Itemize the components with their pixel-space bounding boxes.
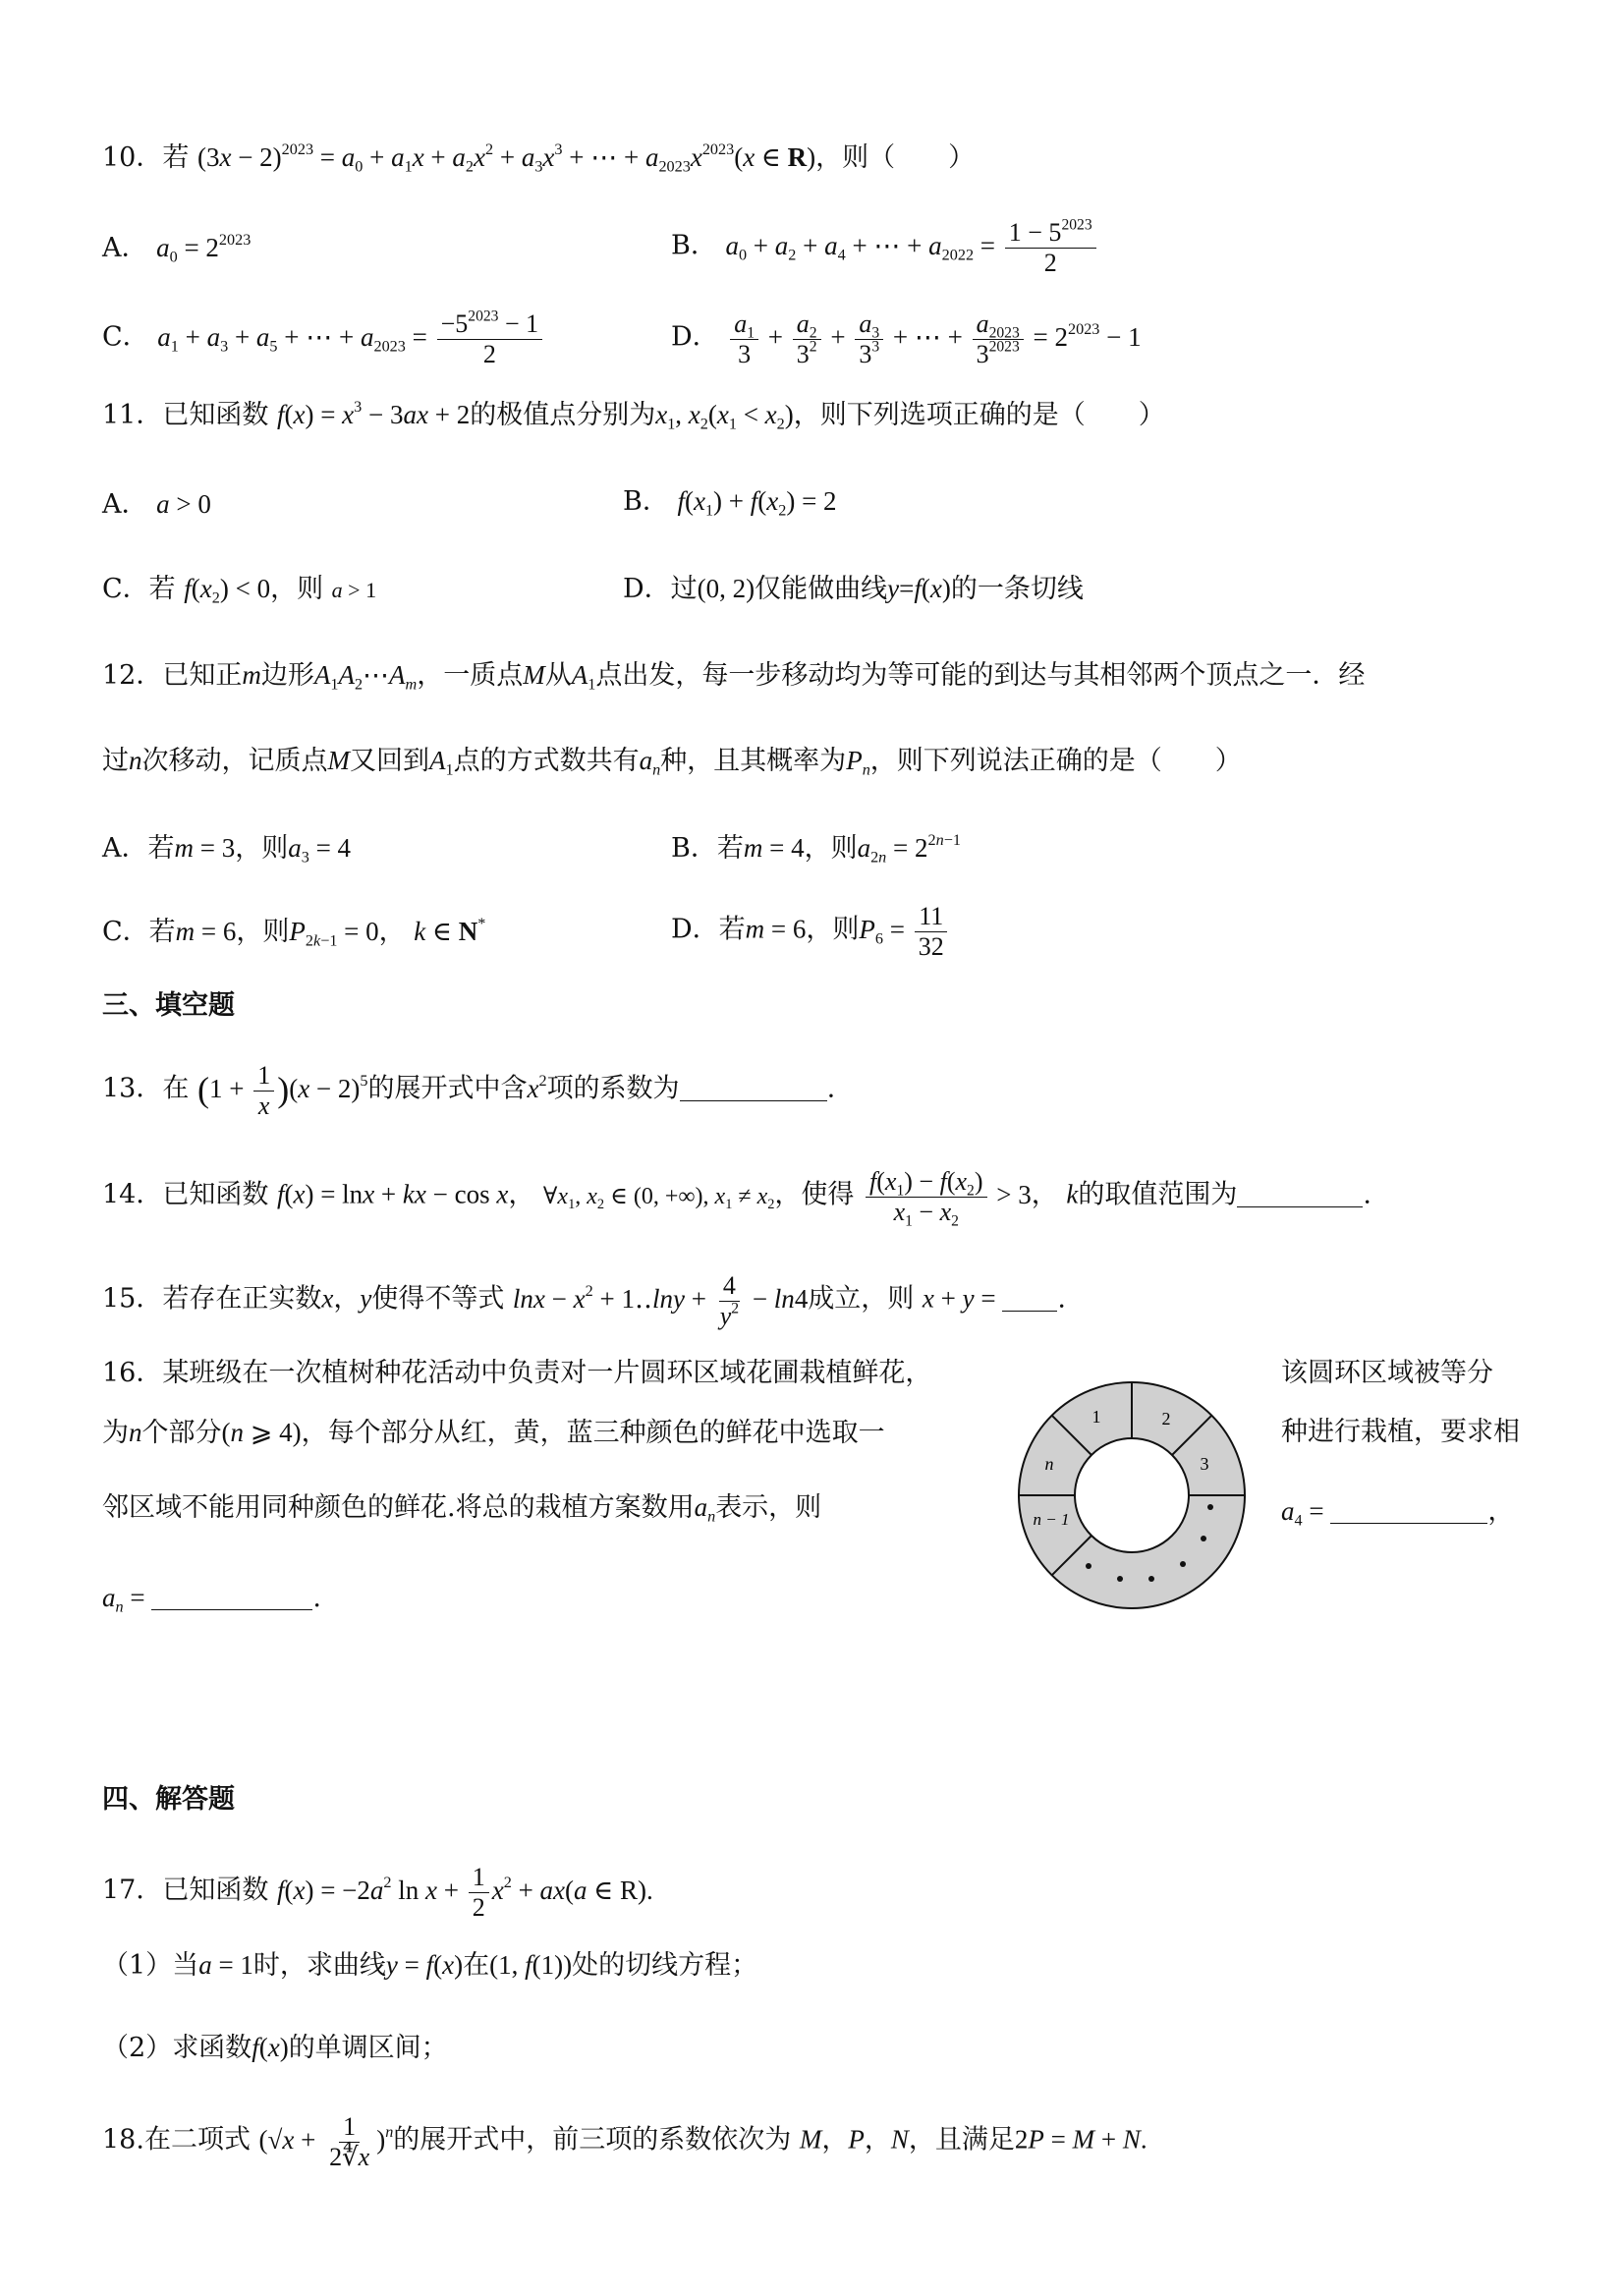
q13: 13．在 (1 + $\frac{1}{x}$ )$(x - 2)^5$的展开式中含$x^2$项的系数为 . (102, 1061, 836, 1120)
q16-line1-right: 该圆环区域被等分 (1281, 1358, 1493, 1388)
q12-stem-line2: 过n次移动，记质点M又回到$A_1$点的方式数共有$a_n$种，且其概率为$P_n$，则下列说法正确的是（ ） (102, 746, 1242, 779)
section-heading-fill-in: 三、填空题 (102, 990, 235, 1021)
q16-an-blank: $a_n$ = . (102, 1583, 321, 1616)
q10-option-d: D． $\frac{a_1}{3}$ + $\frac{a_2}{3^2}$ + $\frac{a_3}{3^3}$ + ⋯ + $\frac{a_{2023}}{3^{2023}}$ = $2^{2023} - 1$ (671, 309, 1142, 368)
q17-part2: （2）求函数f(x)的单调区间； (102, 2033, 448, 2063)
q16-line3: 邻区域不能用同种颜色的鲜花.将总的栽植方案数用$a_n$表示，则 (102, 1492, 822, 1526)
q10-option-b: B． $a_0 + a_2 + a_4$ + ⋯ + $a_{2022}$ = $\frac{1 - 5^{2023}}{2}$ (671, 218, 1099, 278)
sector-label-n: n (1044, 1454, 1054, 1474)
q17-stem: 17．已知函数 $f(x) = -2a^2$ ln x + $\frac{1}{2}$ $x^2 + ax(a$ ∈ R). (102, 1863, 653, 1922)
q10-option-c: C． $a_1 + a_3 + a_5$ + ⋯ + $a_{2023}$ = $\frac{-5^{2023} - 1}{2}$ (102, 309, 545, 369)
q14: 14．已知函数 f(x) = lnx + kx − cos x， $\forall x_1$, $x_2$ ∈ (0, +∞), $x_1 \ne x_2$，使得 $\frac{f(x_1) - f(x_2)}{x_1 - x_2}$ > 3， k的取值范围为 . (102, 1167, 1371, 1230)
q16-line2: 为n个部分(n ⩾ 4)，每个部分从红，黄，蓝三种颜色的鲜花中选取一 (102, 1418, 885, 1448)
sector-label-3: 3 (1200, 1454, 1209, 1474)
q10-stem: 10．若 $(3x - 2)^{2023} = a_0 + a_1x + a_2x^2 + a_3x^3$ + ⋯ + $a_{2023}x^{2023}(x$ ∈ R)，则（ ） (102, 140, 976, 176)
q12-option-a: A．若m = 3，则$a_3 = 4$ (102, 833, 352, 867)
q11-option-a: A． a > 0 (102, 489, 211, 520)
q12-option-d: D．若m = 6，则$P_6$ = $\frac{11}{32}$ (671, 902, 951, 962)
q11-option-c: C．若 $f(x_2) < 0$，则 a > 1 (102, 574, 377, 607)
q13-answer-blank[interactable] (680, 1073, 827, 1101)
q16-an-answer-blank[interactable] (151, 1582, 312, 1610)
q10-option-a: A． $a_0 = 2^{2023}$ (102, 230, 252, 266)
q15-answer-blank[interactable] (1002, 1283, 1057, 1312)
q12-option-b: B．若m = 4，则$a_{2n} = 2^{2n-1}$ (671, 830, 961, 867)
q12-stem-line1: 12．已知正m边形$A_1A_2\cdots A_m$，一质点M从$A_1$点出发，每一步移动均为等可能的到达与其相邻两个顶点之一．经 (102, 660, 1366, 694)
q11-option-d: D．过(0, 2)仅能做曲线y=f(x)的一条切线 (623, 574, 1084, 604)
sector-label-2: 2 (1161, 1409, 1171, 1428)
q16-line2-right: 种进行栽植，要求相 (1281, 1417, 1520, 1447)
q16-line1: 16．某班级在一次植树种花活动中负责对一片圆环区域花圃栽植鲜花， (102, 1358, 932, 1388)
q14-answer-blank[interactable] (1237, 1179, 1363, 1207)
q18-stem: 18.在二项式 (√x + $\frac{1}{2∜x}$ )$^n$的展开式中，前三项的系数依次为 M，P，N，且满足2P = M + N. (102, 2112, 1147, 2171)
q17-part1: （1）当a = 1时，求曲线y = f(x)在(1, f(1))处的切线方程； (102, 1950, 758, 1981)
q16-a4-answer-blank[interactable] (1330, 1495, 1487, 1524)
q15: 15．若存在正实数x，y使得不等式 $\ln x - x^2$ + 1‥lny + $\frac{4}{y^2}$ − ln4成立，则 x + y = . (102, 1271, 1066, 1330)
ring-diagram (1014, 1377, 1250, 1613)
q12-option-c: C．若m = 6，则$P_{2k-1} = 0$， k ∈ N* (102, 914, 486, 950)
q11-option-b: B． $f(x_1) + f(x_2) = 2$ (623, 486, 837, 520)
q16-a4-blank: $a_4$ = ， (1281, 1496, 1515, 1530)
sector-label-n-minus-1: n − 1 (1033, 1510, 1070, 1529)
section-heading-answers: 四、解答题 (102, 1784, 235, 1815)
q11-stem: 11．已知函数 $f(x) = x^3 - 3ax + 2$的极值点分别为$x_1$, $x_2(x_1 < x_2)$，则下列选项正确的是（ ） (102, 397, 1165, 433)
sector-label-1: 1 (1091, 1407, 1101, 1427)
